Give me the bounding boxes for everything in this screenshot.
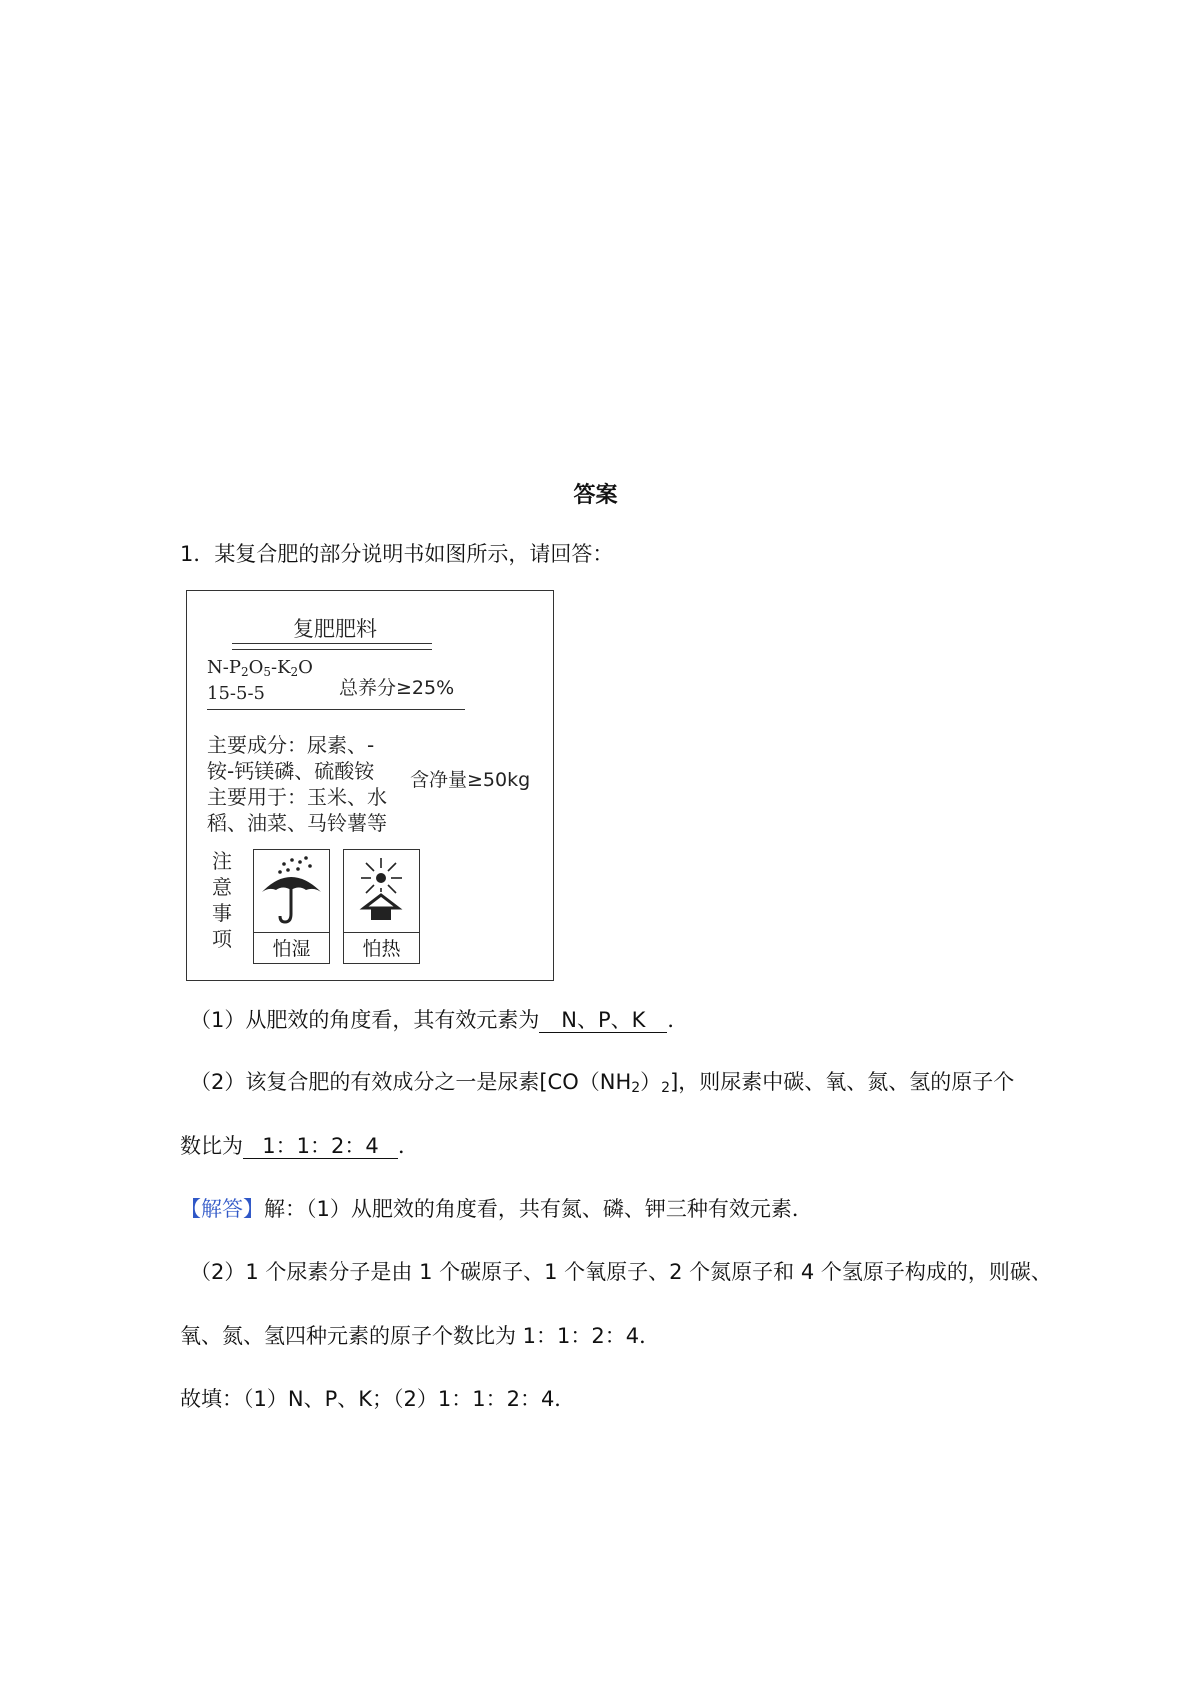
notice-char: 项: [212, 927, 232, 951]
part-1-question: （1）从肥效的角度看，其有效元素为 N、P、K ．: [190, 1008, 689, 1032]
notice-char: 事: [212, 901, 232, 925]
use-line-1: 主要用于：玉米、水: [207, 785, 387, 809]
solution-tag: 【解答】: [180, 1197, 264, 1221]
fertilizer-label-figure: [186, 590, 554, 981]
page-title: 答案: [573, 483, 618, 508]
question-stem: 1．某复合肥的部分说明书如图所示，请回答：: [180, 542, 614, 566]
keep-cool-box: [343, 849, 420, 964]
sun-heat-icon: [344, 850, 419, 932]
divider-line: [232, 649, 432, 650]
keep-dry-caption: 怕湿: [272, 938, 311, 960]
keep-cool-caption: 怕热: [362, 938, 401, 960]
total-nutrient: 总养分≥25%: [339, 677, 455, 699]
divider-line: [344, 932, 419, 933]
notice-char: 意: [212, 875, 232, 899]
nutrient-ratio: 15-5-5: [207, 683, 265, 704]
umbrella-rain-icon: [254, 850, 329, 932]
use-line-2: 稻、油菜、马铃薯等: [207, 811, 387, 835]
solution-line-2b: 氧、氮、氢四种元素的原子个数比为 1：1：2：4．: [180, 1324, 661, 1348]
part-2-question-line-1: （2）该复合肥的有效成分之一是尿素$[CO(NH_2)_2]$，则尿素中碳、氧、氮、氢的原子个: [190, 1070, 1015, 1096]
solution-line-1: 【解答】解：（1）从肥效的角度看，共有氮、磷、钾三种有效元素．: [180, 1197, 813, 1221]
divider-line: [207, 709, 465, 710]
keep-dry-box: [253, 849, 330, 964]
ingredients-line-2: 铵-钙镁磷、硫酸铵: [207, 759, 375, 783]
part-2-question-line-2: 数比为 1：1：2：4 ．: [180, 1134, 419, 1158]
answer-blank-2: 1：1：2：4: [243, 1135, 398, 1159]
solution-line-2a: （2）1 个尿素分子是由 1 个碳原子、1 个氧原子、2 个氮原子和 4 个氢原子构成的，则碳、: [190, 1260, 1052, 1284]
notice-char: 注: [212, 849, 232, 873]
nutrient-formula: $N-P_2O_5-K_2O$: [207, 657, 313, 679]
net-weight: 含净量≥50kg: [410, 769, 531, 791]
divider-line: [254, 932, 329, 933]
divider-line: [232, 643, 432, 644]
ingredients-line-1: 主要成分：尿素、-: [207, 733, 375, 757]
label-heading: 复肥肥料: [293, 617, 377, 641]
answer-blank-1: N、P、K: [539, 1009, 667, 1033]
final-answer: 故填：（1）N、P、K；（2）1：1：2：4．: [180, 1387, 576, 1411]
